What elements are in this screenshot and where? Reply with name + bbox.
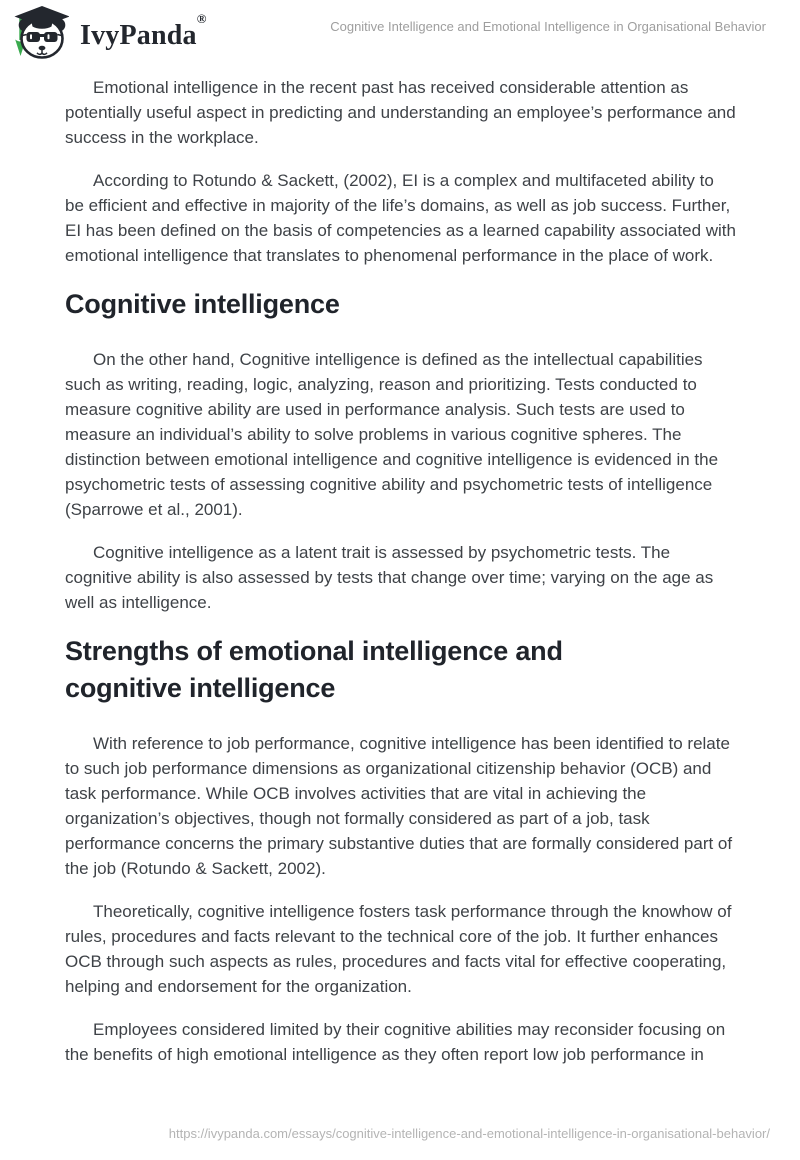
paragraph: According to Rotundo & Sackett, (2002), EI is a complex and multifaceted ability to be efficient and effective in majority of the life’s domains, as well as job success. Further, EI has been defined on the basis of competencies as a learned capability associated with emotional intelligence that translates to phenomenal performance in the place of work. [65,171,736,265]
paragraph: Theoretically, cognitive intelligence fosters task performance through the knowhow of rules, procedures and facts relevant to the technical core of the job. It further enhances OCB through such aspects as rules, procedures and facts vital for effective cooperating, helping and endorsement for the organization. [65,902,732,996]
header-document-title: Cognitive Intelligence and Emotional Intelligence in Organisational Behavior [330,19,766,34]
paragraph: Cognitive intelligence as a latent trait is assessed by psychometric tests. The cognitive ability is also assessed by tests that change over time; varying on the age as well as intelligence. [65,543,714,612]
paragraph: On the other hand, Cognitive intelligence is defined as the intellectual capabilities such as writing, reading, logic, analyzing, reason and prioritizing. Tests conducted to measure cognitive ability are used in performance analysis. Such tests are used to measure an individual’s ability to solve problems in various cognitive spheres. The distinction between emotional intelligence and cognitive intelligence is evidenced in the psychometric tests of assessing cognitive ability and psychometric tests of intelligence (Sparrowe et al., 2001). [65,350,719,519]
paragraph: Employees considered limited by their cognitive abilities may reconsider focusing on the benefits of high emotional intelligence as they often report low job performance in [65,1020,726,1064]
essay-body [0,63,800,1067]
registered-trademark-symbol: ® [196,11,207,27]
section-heading-strengths: Strengths of emotional intelligence and cognitive intelligence [65,636,563,703]
paragraph: Emotional intelligence in the recent past has received considerable attention as potentially useful aspect in predicting and understanding an employee’s performance and success in the workplace. [65,78,736,147]
ivypanda-logo [12,5,207,60]
brand-name [80,11,207,51]
section-heading-cognitive-intelligence: Cognitive intelligence [65,289,340,319]
page-header [0,0,800,63]
brand-wordmark: IvyPanda [80,19,197,51]
source-url-link[interactable]: https://ivypanda.com/essays/cognitive-intelligence-and-emotional-intelligence-in-organisational-behavior/ [168,1126,770,1141]
page-footer [169,1126,770,1141]
paragraph: With reference to job performance, cognitive intelligence has been identified to relate to such job performance dimensions as organizational citizenship behavior (OCB) and task performance. While OCB involves activities that are vital in achieving the organization’s objectives, though not formally considered as part of a job, task performance concerns the primary substantive duties that are formally considered part of the job (Rotundo & Sackett, 2002). [65,734,733,878]
panda-graduation-cap-icon [12,5,69,60]
